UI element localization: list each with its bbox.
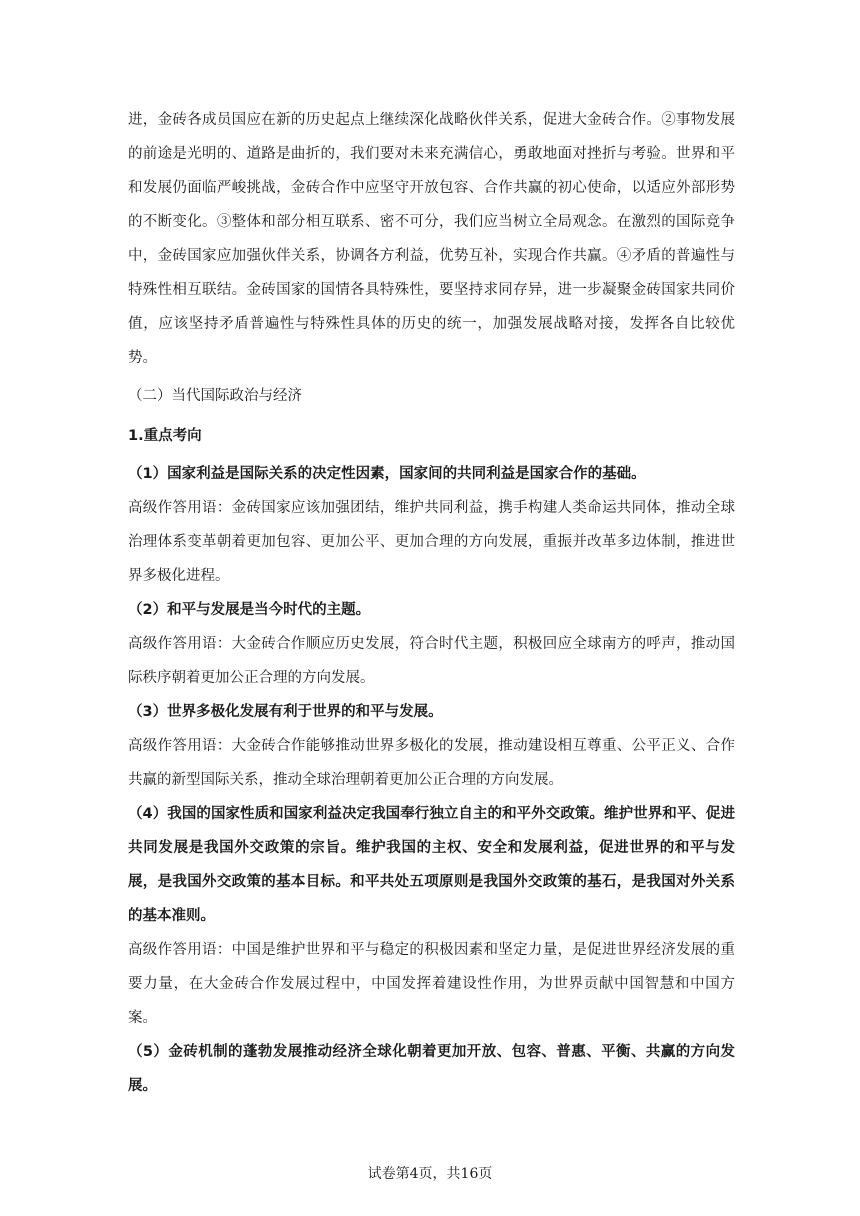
document-body [128, 103, 735, 1103]
key-point-2 [128, 593, 735, 695]
key-point-3 [128, 695, 735, 797]
point-heading: （1）国家利益是国际关系的决定性因素，国家间的共同利益是国家合作的基础。 [128, 466, 646, 482]
point-answer: 高级作答用语：中国是维护世界和平与稳定的积极因素和坚定力量，是促进世界经济发展的重要力量，在大金砖合作发展过程中，中国发挥着建设性作用，为世界贡献中国智慧和中国方案。 [128, 942, 735, 1026]
point-answer: 高级作答用语：金砖国家应该加强团结，维护共同利益，携手构建人类命运共同体，推动全球治理体系变革朝着更加包容、更加公平、更加合理的方向发展，重振并改革多边体制，推进世界多极化进程。 [128, 500, 735, 584]
page-number: 试卷第4页，共16页 [367, 1166, 493, 1182]
key-point-5 [128, 1035, 735, 1103]
point-heading: （3）世界多极化发展有利于世界的和平与发展。 [128, 704, 443, 720]
section-title: （二）当代国际政治与经济 [128, 388, 302, 404]
intro-paragraph: 进，金砖各成员国应在新的历史起点上继续深化战略伙伴关系，促进大金砖合作。②事物发展的前途是光明的、道路是曲折的，我们要对未来充满信心，勇敢地面对挫折与考验。世界和平和发展仍面临严峻挑战，金砖合作中应坚守开放包容、合作共赢的初心使命，以适应外部形势的不断变化。③整体和部分相互联系、密不可分，我们应当树立全局观念。在激烈的国际竞争中，金砖国家应加强伙伴关系，协调各方利益，优势互补，实现合作共赢。④矛盾的普遍性与特殊性相互联结。金砖国家的国情各具特殊性，要坚持求同存异，进一步凝聚金砖国家共同价值，应该坚持矛盾普遍性与特殊性具体的历史的统一，加强发展战略对接，发挥各自比较优势。 [128, 112, 735, 366]
point-heading: （4）我国的国家性质和国家利益决定我国奉行独立自主的和平外交政策。维护世界和平、促进共同发展是我国外交政策的宗旨。维护我国的主权、安全和发展利益，促进世界的和平与发展，是我国外交政策的基本目标。和平共处五项原则是我国外交政策的基石，是我国对外关系的基本准则。 [128, 806, 735, 924]
point-answer: 高级作答用语：大金砖合作顺应历史发展，符合时代主题，积极回应全球南方的呼声，推动国际秩序朝着更加公正合理的方向发展。 [128, 636, 735, 686]
subsection-title: 1.重点考向 [128, 428, 202, 444]
point-answer: 高级作答用语：大金砖合作能够推动世界多极化的发展，推动建设相互尊重、公平正义、合作共赢的新型国际关系，推动全球治理朝着更加公正合理的方向发展。 [128, 738, 735, 788]
point-heading: （5）金砖机制的蓬勃发展推动经济全球化朝着更加开放、包容、普惠、平衡、共赢的方向发展。 [128, 1044, 735, 1094]
key-point-1 [128, 457, 735, 593]
point-heading: （2）和平与发展是当今时代的主题。 [128, 602, 371, 618]
key-point-4 [128, 797, 735, 1035]
